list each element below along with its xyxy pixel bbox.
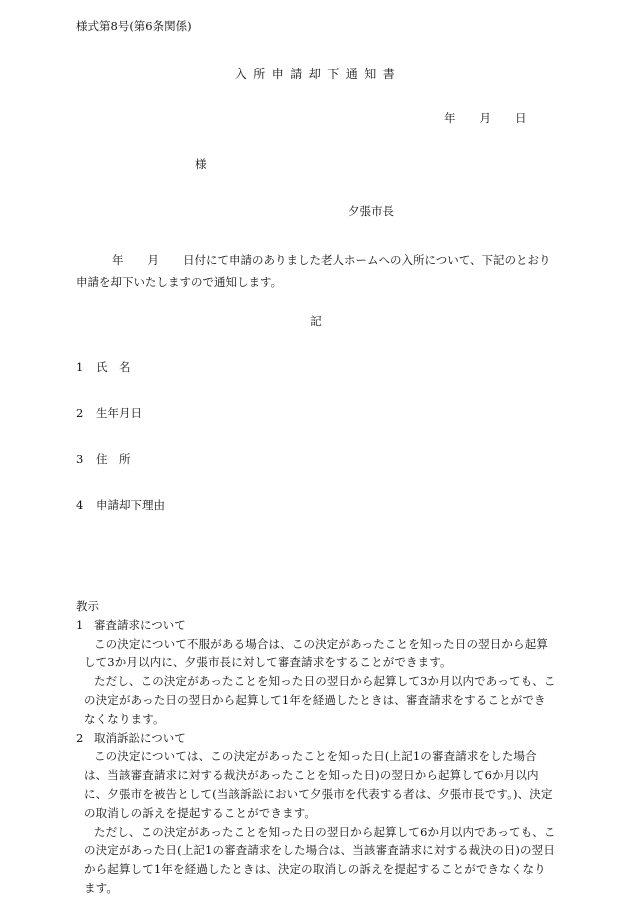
notice-paragraph: この決定については、この決定があったことを知った日(上記1の審査請求をした場合は、当該審査請求に対する裁決があったことを知った日)の翌日から起算して6か月以内に、夕張市を被告として(当該訴訟において夕張市を代表する者は、夕張市長です。)、決定の取消しの訴えを提起することができます。 <box>84 749 553 820</box>
document-title: 入所申請却下通知書 <box>234 67 402 81</box>
date-month: 月 <box>479 111 491 125</box>
section-heading-revocation-suit <box>76 729 556 748</box>
item-rejection-reason <box>76 500 165 512</box>
date-year: 年 <box>444 111 456 125</box>
issuer-name: 夕張市長 <box>348 204 394 218</box>
form-label: 様式第8号(第6条関係) <box>76 19 192 33</box>
item-label: 生年月日 <box>96 406 142 420</box>
section-heading-review-request <box>76 616 556 635</box>
date-line <box>444 113 527 125</box>
addressee-suffix: 様 <box>195 157 207 171</box>
item-number: 4 <box>76 498 84 512</box>
item-label: 氏 名 <box>96 360 131 374</box>
item-label: 申請却下理由 <box>96 498 165 512</box>
body-year: 年 <box>112 253 124 267</box>
item-name <box>76 362 131 374</box>
section-title: 審査請求について <box>94 617 186 632</box>
ki-marker: 記 <box>310 314 322 328</box>
item-label: 住 所 <box>96 452 131 466</box>
item-address <box>76 454 131 466</box>
item-birthdate <box>76 408 142 420</box>
section-number: 1 <box>76 617 84 632</box>
section-number: 2 <box>76 730 84 745</box>
body-sentence: 日付にて申請のありました老人ホームへの入所について、下記のとおり申請を却下いたしますので通知します。 <box>76 253 551 289</box>
item-number: 2 <box>76 406 84 420</box>
section-title: 取消訴訟について <box>94 730 186 745</box>
appeal-notice <box>76 597 556 898</box>
item-number: 3 <box>76 452 84 466</box>
notice-paragraph: この決定について不服がある場合は、この決定があったことを知った日の翌日から起算して3か月以内に、夕張市長に対して審査請求をすることができます。 <box>84 636 548 670</box>
item-number: 1 <box>76 360 84 374</box>
body-month: 月 <box>147 253 159 267</box>
notice-paragraph: ただし、この決定があったことを知った日の翌日から起算して6か月以内であっても、この決定があった日(上記1の審査請求をした場合は、当該審査請求に対する裁決の日)の翌日から起算して1年を経過したときは、決定の取消しの訴えを提起することができなくなります。 <box>84 824 556 895</box>
notice-paragraph: ただし、この決定があったことを知った日の翌日から起算して3か月以内であっても、この決定があった日の翌日から起算して1年を経過したときは、審査請求をすることができなくなります。 <box>84 674 556 726</box>
date-day: 日 <box>515 111 527 125</box>
notice-heading: 教示 <box>76 599 99 613</box>
body-text <box>76 249 554 293</box>
